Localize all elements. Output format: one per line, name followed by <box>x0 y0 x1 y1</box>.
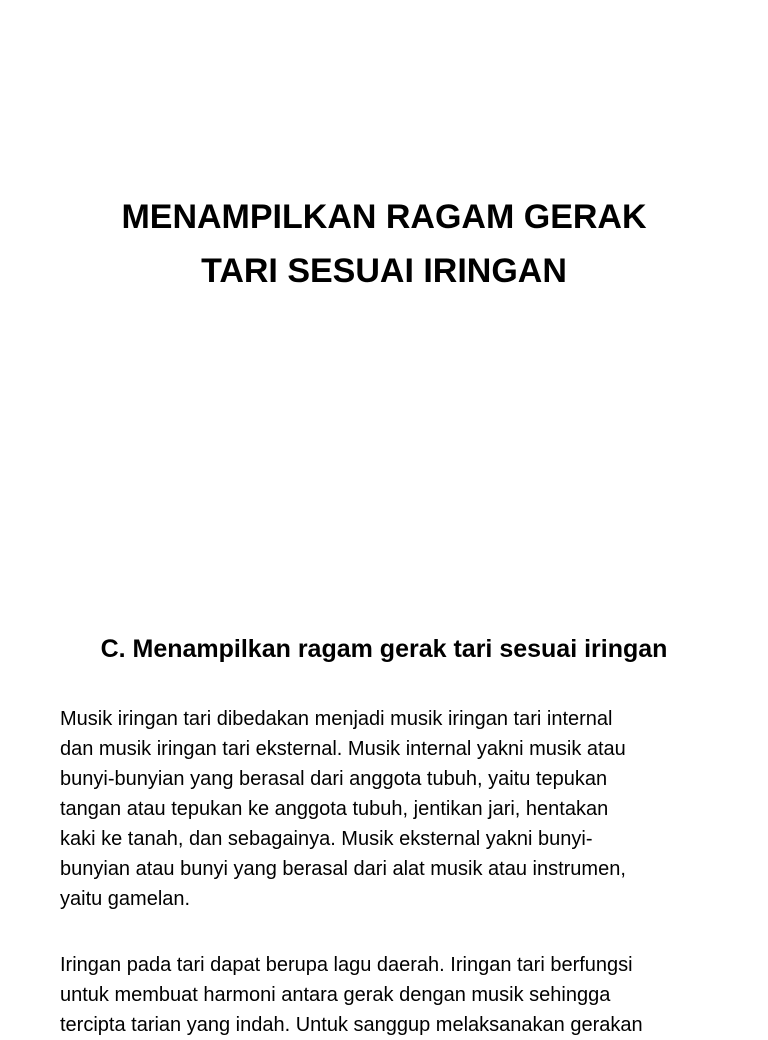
paragraph-1-line-2: dan musik iringan tari eksternal. Musik internal yakni musik atau <box>60 738 626 760</box>
paragraph-2-line-3: tercipta tarian yang indah. Untuk sanggup melaksanakan gerakan <box>60 1014 643 1036</box>
slide-title-line-2: TARI SESUAI IRINGAN <box>201 252 567 290</box>
paragraph-1-line-5: kaki ke tanah, dan sebagainya. Musik eksternal yakni bunyi- <box>60 828 593 850</box>
paragraph-1-line-1: Musik iringan tari dibedakan menjadi musik iringan tari internal <box>60 708 613 730</box>
paragraph-2 <box>60 950 720 1040</box>
paragraph-1-line-3: bunyi-bunyian yang berasal dari anggota tubuh, yaitu tepukan <box>60 768 608 790</box>
paragraph-1-line-6: bunyian atau bunyi yang berasal dari alat musik atau instrumen, <box>60 858 626 880</box>
slide-title <box>0 190 768 298</box>
paragraph-2-line-1: Iringan pada tari dapat berupa lagu daerah. Iringan tari berfungsi <box>60 954 633 976</box>
paragraph-1-line-7: yaitu gamelan. <box>60 888 191 910</box>
paragraph-2-line-2: untuk membuat harmoni antara gerak dengan musik sehingga <box>60 984 611 1006</box>
slide-title-line-1: MENAMPILKAN RAGAM GERAK <box>121 198 647 236</box>
section-heading: C. Menampilkan ragam gerak tari sesuai iringan <box>100 635 668 663</box>
paragraph-1-line-4: tangan atau tepukan ke anggota tubuh, jentikan jari, hentakan <box>60 798 609 820</box>
paragraph-1 <box>60 704 720 914</box>
